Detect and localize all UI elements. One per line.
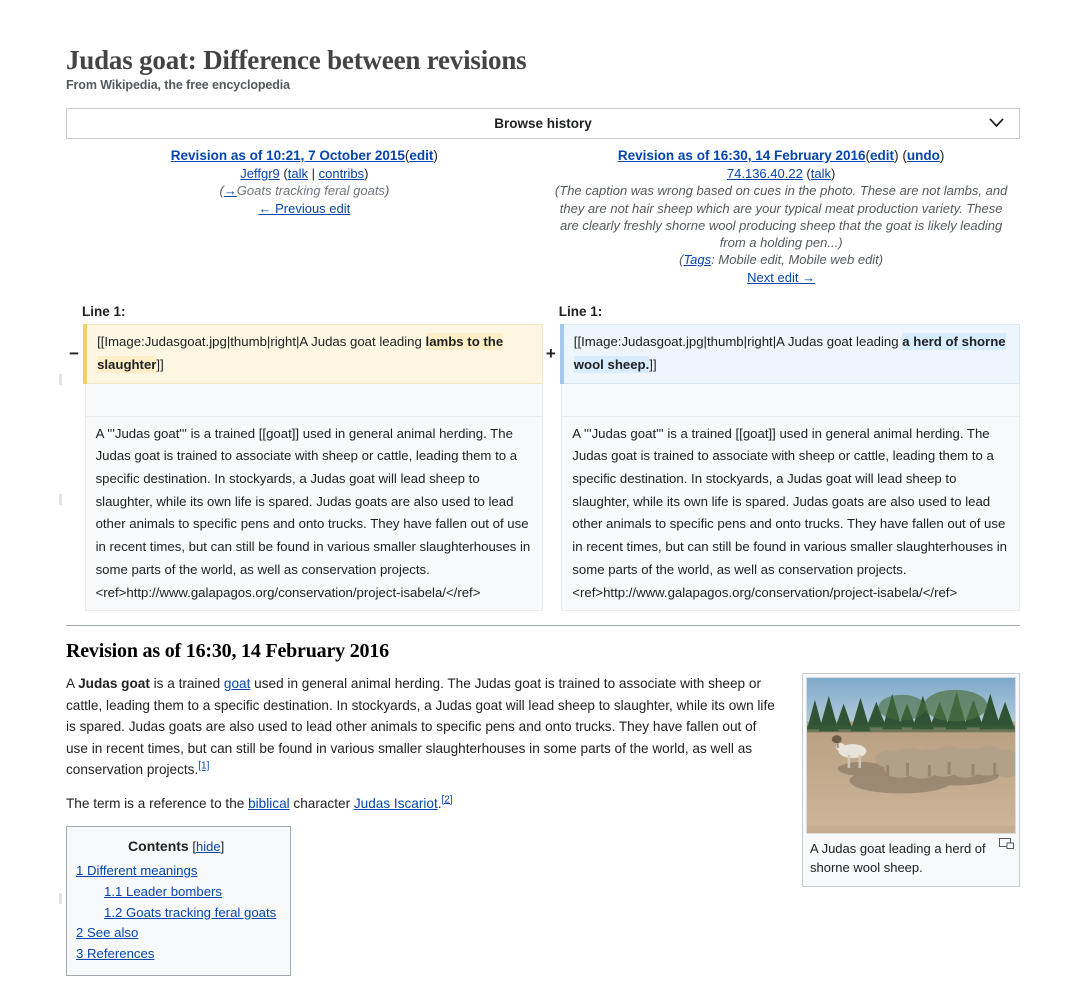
blank-marker-right — [543, 383, 562, 416]
left-edit-summary — [72, 182, 537, 199]
lead-b: is a trained — [149, 676, 224, 692]
left-contribs-link[interactable]: contribs — [318, 165, 365, 181]
right-nav — [549, 269, 1014, 287]
diff-table — [66, 147, 1020, 612]
second-c: . — [437, 795, 442, 811]
left-comment-close: ) — [384, 183, 390, 199]
right-user-links — [549, 165, 1014, 183]
right-talk-link[interactable]: talk — [810, 165, 831, 181]
right-paren-close: ) — [939, 147, 945, 163]
right-revision-link[interactable]: Revision as of 16:30, 14 February 2016 — [617, 147, 866, 163]
left-user-paren-close: ) — [364, 165, 369, 181]
biblical-link[interactable]: biblical — [248, 795, 290, 811]
second-a: The term is a reference to the — [66, 795, 249, 811]
lead-c: used in general animal herding. The Judas goat is trained to associate with sheep or cattle, leading them to a specific destination. In stockyards, a Judas goat will lead sheep to slaughter, while its own life is spared. Judas goats are also used to lead other animals to specific pens and onto trucks. They have fallen out of use in recent times, but can still be found in various smaller slaughterhouses in some parts of the world, as well as conservation projects. — [66, 676, 775, 778]
toc-toggle-close: ] — [220, 839, 225, 855]
scroll-marker — [59, 893, 62, 904]
left-link-separator: | — [311, 165, 315, 181]
added-marker: + — [545, 343, 556, 363]
context-marker-left — [66, 416, 85, 611]
blank-context-left — [85, 383, 543, 416]
diff-change-row — [66, 325, 1020, 383]
reference-2[interactable] — [442, 794, 453, 805]
deleted-suffix: ]] — [156, 356, 164, 372]
reference-1[interactable] — [198, 761, 209, 772]
toc-title: Contents — [128, 838, 189, 855]
toc-link[interactable]: 2 See also — [76, 925, 139, 941]
toc-item[interactable] — [76, 903, 276, 923]
diff-header-row — [66, 147, 1020, 292]
diff-right-header — [543, 147, 1020, 292]
diff-context-row — [66, 416, 1020, 611]
toc-item[interactable] — [76, 861, 276, 881]
left-user-link[interactable]: Jeffgr9 — [240, 165, 280, 181]
right-paren-mid-open: ( — [902, 147, 907, 163]
right-paren-open: ( — [865, 147, 871, 163]
left-paren-open: ( — [404, 147, 410, 163]
added-prefix: [[Image:Judasgoat.jpg|thumb|right|A Judas goat leading — [573, 334, 903, 350]
judas-iscariot-link[interactable]: Judas Iscariot — [353, 795, 438, 811]
tags-link[interactable]: Tags — [683, 252, 712, 268]
thumbnail-caption-text: A Judas goat leading a herd of shorne wool sheep. — [810, 841, 986, 875]
reference-1-link[interactable]: [1] — [198, 760, 210, 772]
right-user-paren-open: ( — [806, 165, 811, 181]
context-line-right: A '''Judas goat''' is a trained [[goat]] used in general animal herding. The Judas goat is trained to associate with sheep or cattle, leading them to a specific destination. In stockyards, a Judas goat will lead sheep to slaughter, while its own life is spared. Judas goats are also used to lead other animals to specific pens and onto trucks. They have fallen out of use in recent times, but can still be found in various smaller slaughterhouses in some parts of the world, as well as conservation projects.<ref>http://www.galapagos.org/conservation/project-isabela/</ref> — [562, 416, 1020, 611]
second-paragraph — [66, 793, 778, 814]
toc-list — [76, 861, 276, 964]
right-paren-mid-close: ) — [894, 147, 899, 163]
scroll-marker — [59, 494, 62, 505]
lead-a: A — [66, 676, 79, 692]
page-title: Judas goat: Difference between revisions — [66, 45, 527, 75]
toc-item[interactable] — [76, 944, 276, 964]
right-user-paren-close: ) — [831, 165, 836, 181]
reference-2-link[interactable]: [2] — [441, 794, 453, 806]
left-edit-link[interactable]: edit — [409, 147, 434, 163]
chevron-down-icon[interactable] — [988, 115, 1005, 132]
left-paren-close: ) — [433, 147, 438, 163]
lead-bold-term: Judas goat — [78, 676, 150, 692]
blank-marker-left — [66, 383, 85, 416]
judas-goat-photo[interactable] — [806, 677, 1016, 834]
thumbnail-figure[interactable] — [802, 673, 1020, 887]
diff-left-header — [66, 147, 543, 292]
toc-link[interactable]: 3 References — [76, 946, 155, 962]
article-body — [66, 673, 1020, 976]
lead-paragraph — [66, 673, 778, 780]
toc-link[interactable]: 1.1 Leader bombers — [104, 883, 223, 899]
tags-value: : Mobile edit, Mobile web edit) — [711, 252, 884, 268]
left-talk-link[interactable]: talk — [287, 165, 308, 181]
toc-item[interactable] — [76, 923, 276, 943]
right-revision-header — [549, 147, 1014, 165]
deleted-prefix: [[Image:Judasgoat.jpg|thumb|right|A Judas goat leading — [97, 334, 426, 350]
right-lineno: Line 1: — [558, 304, 603, 320]
toc-hide-link[interactable]: hide — [196, 839, 221, 855]
tags-paren-open: ( — [679, 252, 684, 268]
context-marker-right — [543, 416, 562, 611]
context-line-left: A '''Judas goat''' is a trained [[goat]] used in general animal herding. The Judas goat is trained to associate with sheep or cattle, leading them to a specific destination. In stockyards, a Judas goat will lead sheep to slaughter, while its own life is spared. Judas goats are also used to lead other animals to specific pens and onto trucks. They have fallen out of use in recent times, but can still be found in various smaller slaughterhouses in some parts of the world, as well as conservation projects.<ref>http://www.galapagos.org/conservation/project-isabela/</ref> — [85, 416, 543, 611]
blank-context-right — [562, 383, 1020, 416]
right-user-link[interactable]: 74.136.40.22 — [726, 165, 803, 181]
left-comment-open: ( — [219, 183, 224, 199]
diff-lineno-row — [66, 292, 1020, 325]
left-revision-link[interactable]: Revision as of 10:21, 7 October 2015 — [170, 147, 405, 163]
toc-title-row — [76, 836, 276, 857]
scroll-marker — [59, 374, 62, 385]
second-b: character — [289, 795, 354, 811]
toc-item[interactable] — [76, 882, 276, 902]
toc-link[interactable]: 1.2 Goats tracking feral goats — [104, 904, 277, 920]
deleted-line — [85, 325, 543, 383]
deleted-marker: − — [69, 343, 80, 363]
site-subtitle: From Wikipedia, the free encyclopedia — [66, 77, 291, 92]
added-change: a herd of shorne wool sheep. — [573, 334, 1006, 372]
browse-history-label: Browse history — [494, 115, 592, 131]
table-of-contents — [66, 826, 291, 976]
article-text — [66, 673, 778, 976]
right-edit-link[interactable]: edit — [870, 147, 895, 163]
revision-heading: Revision as of 16:30, 14 February 2016 — [66, 640, 389, 663]
browse-history-bar[interactable] — [66, 108, 1020, 139]
left-autocomment — [224, 183, 385, 198]
left-nav — [72, 200, 537, 218]
added-suffix: ]] — [649, 356, 657, 372]
deleted-change: lambs to the slaughter — [97, 334, 504, 372]
left-user-links — [72, 165, 537, 183]
left-section-arrow[interactable]: → — [223, 183, 237, 199]
right-tags-line — [549, 251, 1014, 269]
left-section-name: Goats tracking feral goats — [236, 183, 385, 199]
toc-toggle-open: [ — [192, 839, 197, 855]
enlarge-icon[interactable] — [999, 836, 1014, 847]
right-undo-link[interactable]: undo — [906, 147, 940, 163]
previous-edit-link[interactable]: ← Previous edit — [258, 200, 351, 216]
left-revision-header — [72, 147, 537, 165]
toc-link[interactable]: 1 Different meanings — [76, 863, 198, 879]
right-edit-summary: (The caption was wrong based on cues in the photo. These are not lambs, and they are not hair sheep which are your typical meat production variety. These are clearly freshly shorne wool producing sheep that the goat is likely leading from a holding pen...) — [554, 183, 1008, 250]
toc-toggle — [192, 839, 224, 854]
revision-separator — [66, 625, 1020, 626]
left-lineno: Line 1: — [82, 304, 126, 320]
left-user-paren-open: ( — [283, 165, 288, 181]
diff-blank-row — [66, 383, 1020, 416]
thumbnail-caption — [806, 834, 1016, 883]
goat-link[interactable]: goat — [223, 676, 251, 692]
next-edit-link[interactable]: Next edit → — [747, 269, 816, 285]
added-line — [562, 325, 1020, 383]
